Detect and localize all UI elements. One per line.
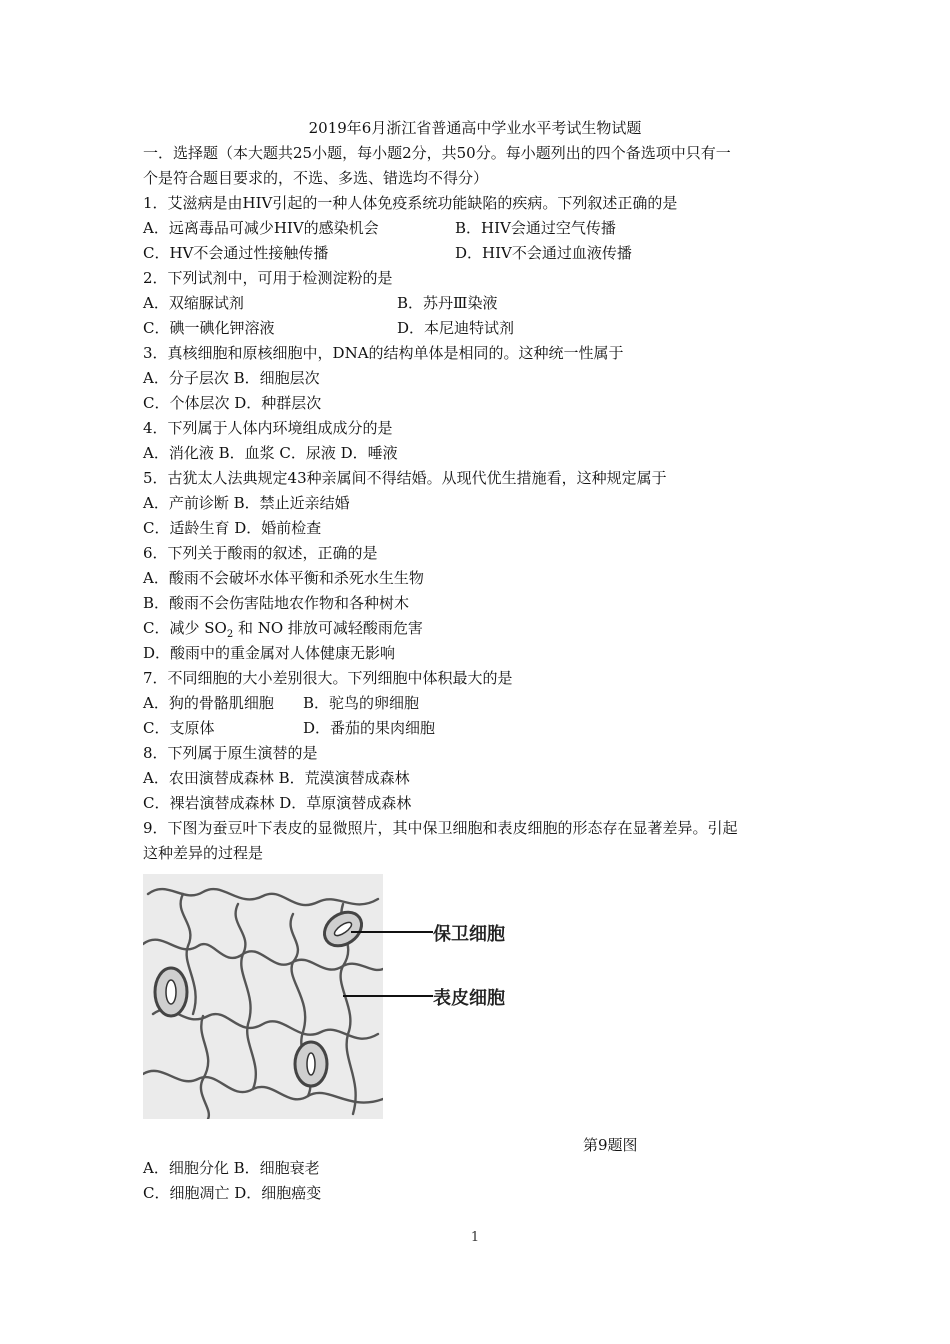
q1-options-ab bbox=[143, 216, 813, 241]
q1-option-d: D．HIV不会通过血液传播 bbox=[455, 244, 632, 262]
q9-stem-line1: 9．下图为蚕豆叶下表皮的显微照片，其中保卫细胞和表皮细胞的形态存在显著差异。引起 bbox=[143, 819, 738, 837]
q7-option-d: D．番茄的果肉细胞 bbox=[303, 719, 436, 737]
q2-option-d: D．本尼迪特试剂 bbox=[397, 319, 515, 337]
q2-options-cd bbox=[143, 316, 813, 341]
q6-option-c bbox=[143, 616, 813, 641]
q2-option-a: A．双缩脲试剂 bbox=[143, 294, 244, 312]
q7-options-ab bbox=[143, 691, 813, 716]
q1-stem: 1．艾滋病是由HIV引起的一种人体免疫系统功能缺陷的疾病。下列叙述正确的是 bbox=[143, 194, 678, 212]
q6-stem: 6．下列关于酸雨的叙述，正确的是 bbox=[143, 544, 378, 562]
stoma-left bbox=[155, 968, 187, 1016]
label-epidermal-cell: 表皮细胞 bbox=[433, 988, 505, 1009]
q2-option-b: B．苏丹Ⅲ染液 bbox=[397, 294, 498, 312]
q6-option-a: A．酸雨不会破坏水体平衡和杀死水生生物 bbox=[143, 569, 424, 587]
exam-content bbox=[143, 141, 813, 1206]
section-instructions-line1: 一．选择题（本大题共25小题，每小题2分，共50分。每小题列出的四个备选项中只有一 bbox=[143, 144, 731, 162]
q3-options-cd: C．个体层次 D．种群层次 bbox=[143, 394, 322, 412]
q9-stem-line2: 这种差异的过程是 bbox=[143, 844, 264, 862]
q6-option-d: D．酸雨中的重金属对人体健康无影响 bbox=[143, 644, 396, 662]
q1-options-cd bbox=[143, 241, 813, 266]
label-guard-cell: 保卫细胞 bbox=[433, 924, 505, 945]
figure-caption: 第9题图 bbox=[583, 1136, 638, 1154]
q2-options-ab bbox=[143, 291, 813, 316]
q6-option-c-post: 和 NO 排放可减轻酸雨危害 bbox=[233, 619, 423, 637]
q4-options: A．消化液 B．血浆 C．尿液 D．唾液 bbox=[143, 444, 398, 462]
q5-stem: 5．古犹太人法典规定43种亲属间不得结婚。从现代优生措施看，这种规定属于 bbox=[143, 469, 667, 487]
q3-options-ab: A．分子层次 B．细胞层次 bbox=[143, 369, 320, 387]
q3-stem: 3．真核细胞和原核细胞中，DNA的结构单体是相同的。这种统一性属于 bbox=[143, 344, 624, 362]
q5-options-cd: C．适龄生育 D．婚前检查 bbox=[143, 519, 322, 537]
q6-option-c-pre: C．减少 SO bbox=[143, 619, 227, 637]
q7-option-c: C．支原体 bbox=[143, 719, 215, 737]
figure-leader-lines bbox=[343, 916, 443, 1016]
q7-option-a: A．狗的骨骼肌细胞 bbox=[143, 694, 274, 712]
q8-options-cd: C．裸岩演替成森林 D．草原演替成森林 bbox=[143, 794, 412, 812]
q2-stem: 2．下列试剂中，可用于检测淀粉的是 bbox=[143, 269, 393, 287]
q1-option-a: A．远离毒品可减少HIV的感染机会 bbox=[143, 219, 379, 237]
q2-option-c: C．碘一碘化钾溶液 bbox=[143, 319, 275, 337]
q6-option-b: B．酸雨不会伤害陆地农作物和各种树木 bbox=[143, 594, 410, 612]
page-number: 1 bbox=[470, 1230, 480, 1245]
stoma-bottom bbox=[295, 1042, 327, 1086]
q5-options-ab: A．产前诊断 B．禁止近亲结婚 bbox=[143, 494, 350, 512]
q8-options-ab: A．农田演替成森林 B．荒漠演替成森林 bbox=[143, 769, 410, 787]
q1-option-b: B．HIV会通过空气传播 bbox=[455, 219, 616, 237]
q7-option-b: B．驼鸟的卵细胞 bbox=[303, 694, 420, 712]
q7-stem: 7．不同细胞的大小差别很大。下列细胞中体积最大的是 bbox=[143, 669, 513, 687]
q4-stem: 4．下列属于人体内环境组成成分的是 bbox=[143, 419, 393, 437]
q6-option-c-sub: 2 bbox=[226, 629, 234, 640]
section-instructions-line2: 个是符合题目要求的，不选、多选、错选均不得分） bbox=[143, 169, 489, 187]
q9-options-cd: C．细胞凋亡 D．细胞癌变 bbox=[143, 1184, 322, 1202]
q9-figure bbox=[143, 866, 813, 1156]
q8-stem: 8．下列属于原生演替的是 bbox=[143, 744, 318, 762]
q7-options-cd bbox=[143, 716, 813, 741]
q9-options-ab: A．细胞分化 B．细胞衰老 bbox=[143, 1159, 320, 1177]
q1-option-c: C．HV不会通过性接触传播 bbox=[143, 244, 329, 262]
page-title: 2019年6月浙江省普通高中学业水平考试生物试题 bbox=[308, 119, 642, 137]
